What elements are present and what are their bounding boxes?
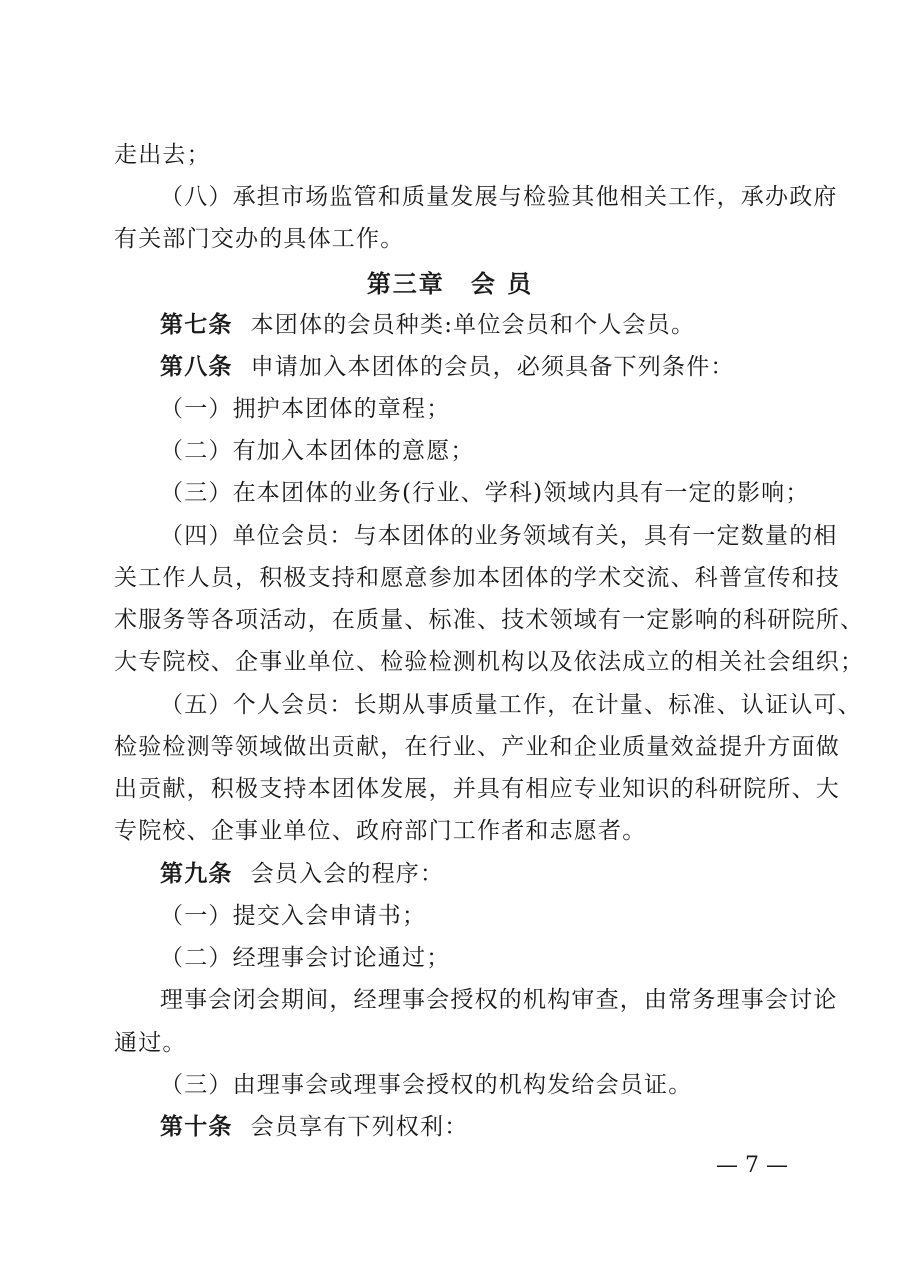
article-label: 第八条 <box>160 353 233 380</box>
text-line: 出贡献，积极支持本团体发展，并具有相应专业知识的科研院所、大 <box>114 776 840 802</box>
text-line: （一）拥护本团体的章程； <box>160 396 451 422</box>
text-line: 走出去； <box>114 142 211 168</box>
text-line: （四）单位会员：与本团体的业务领域有关，具有一定数量的相 <box>160 523 838 549</box>
text-line: 检验检测等领域做出贡献，在行业、产业和企业质量效益提升方面做 <box>114 734 840 760</box>
text-line: （三）由理事会或理事会授权的机构发给会员证。 <box>160 1072 693 1098</box>
article-8 <box>160 353 786 381</box>
page-number: — 7 — <box>716 1153 788 1178</box>
article-label: 第九条 <box>160 860 233 887</box>
text-line: （二）经理事会讨论通过； <box>160 945 451 971</box>
text-line: （五）个人会员：长期从事质量工作，在计量、标准、认证认可、 <box>160 692 862 718</box>
text-line: （八）承担市场监管和质量发展与检验其他相关工作，承办政府 <box>160 184 838 210</box>
text-line: 专院校、企事业单位、政府部门工作者和志愿者。 <box>114 818 647 844</box>
article-text: 会员享有下列权利： <box>250 1114 469 1140</box>
text-line: 关工作人员，积极支持和愿意参加本团体的学术交流、科普宣传和技 <box>114 565 840 591</box>
text-line: （三）在本团体的业务(行业、学科)领域内具有一定的影响； <box>160 480 810 506</box>
chapter-title: 会 员 <box>470 269 534 298</box>
chapter-heading <box>0 269 900 299</box>
article-text: 申请加入本团体的会员，必须具备下列条件： <box>250 354 735 380</box>
text-line: 通过。 <box>114 1030 187 1056</box>
article-text: 会员入会的程序： <box>250 861 445 887</box>
text-line: 大专院校、企事业单位、检验检测机构以及依法成立的相关社会组织； <box>114 649 865 675</box>
article-10 <box>160 1113 786 1141</box>
article-7 <box>160 311 786 339</box>
text-line: 术服务等各项活动，在质量、标准、技术领域有一定影响的科研院所、 <box>114 607 865 633</box>
text-line: （二）有加入本团体的意愿； <box>160 438 475 464</box>
chapter-label: 第三章 <box>366 269 445 298</box>
text-line: 理事会闭会期间，经理事会授权的机构审查，由常务理事会讨论 <box>160 987 838 1013</box>
article-label: 第七条 <box>160 311 233 338</box>
text-line: （一）提交入会申请书； <box>160 903 427 929</box>
article-text: 本团体的会员种类:单位会员和个人会员。 <box>250 312 696 338</box>
article-label: 第十条 <box>160 1113 233 1140</box>
article-9 <box>160 860 786 888</box>
text-line: 有关部门交办的具体工作。 <box>114 226 405 252</box>
